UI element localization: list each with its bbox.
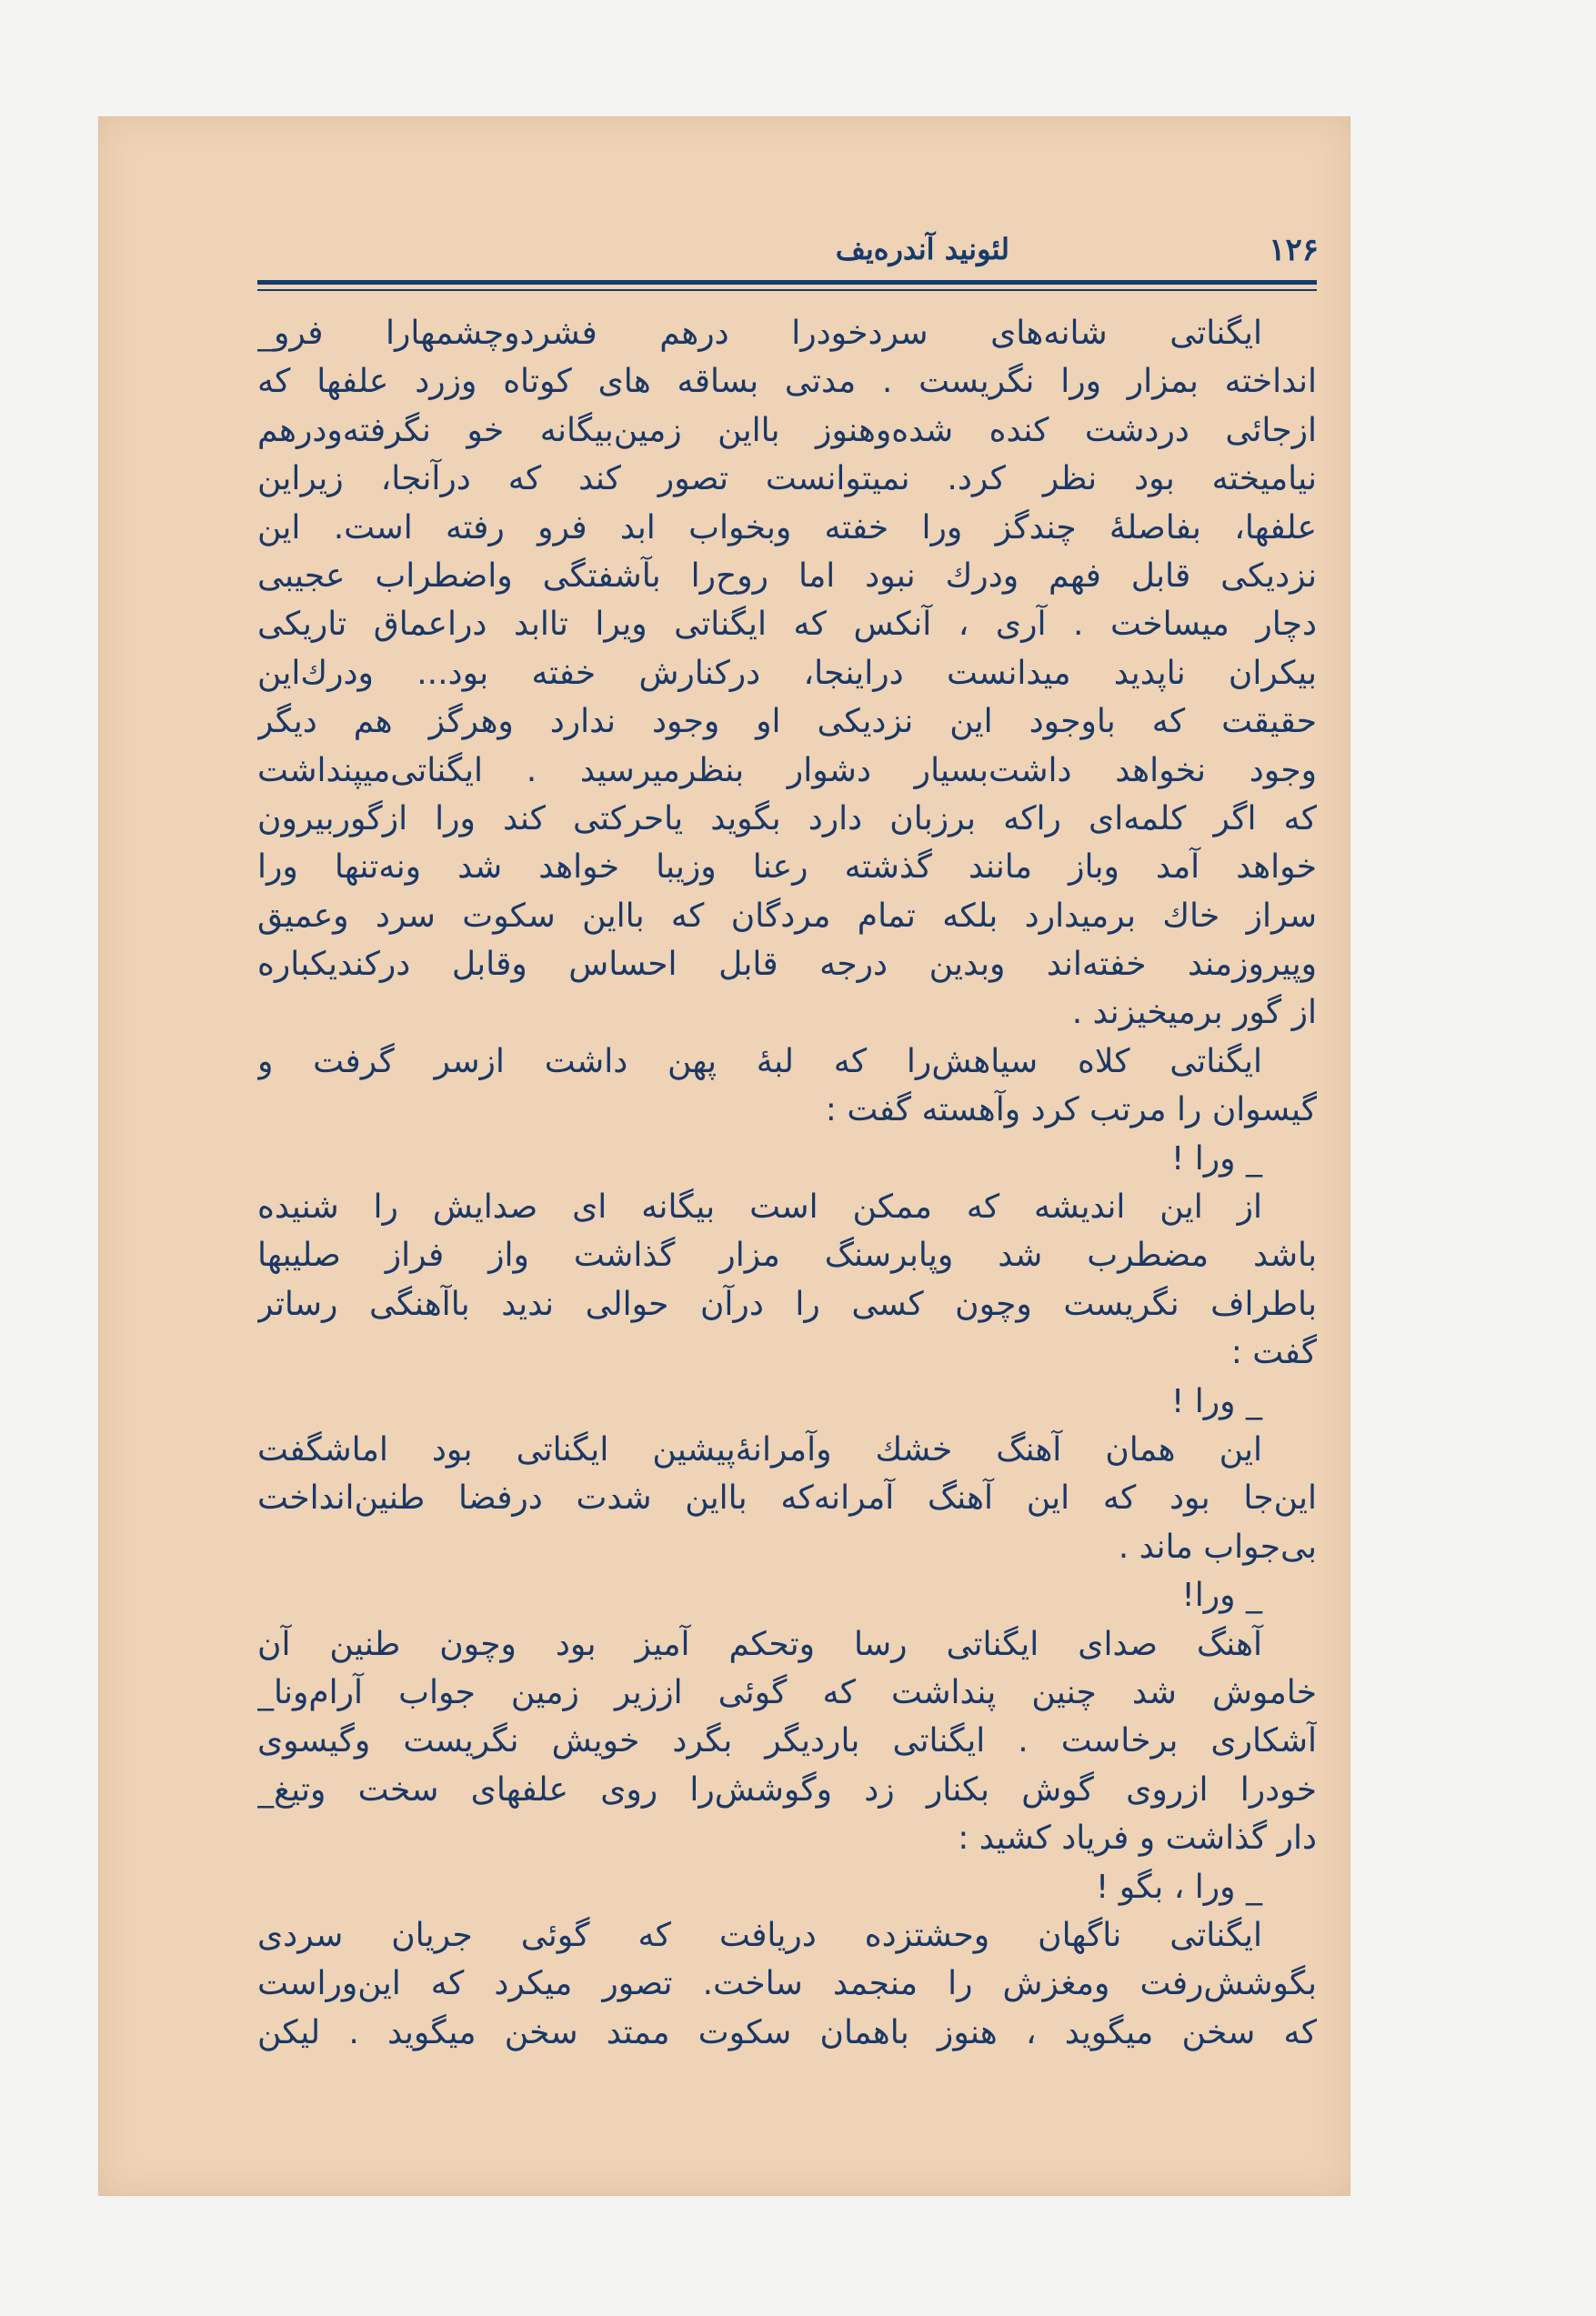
text-line: بگوشش‌رفت ومغزش را منجمد ساخت. تصور میکرد که این‌وراست bbox=[257, 1965, 1317, 2003]
header-rule-thin bbox=[257, 289, 1317, 291]
text-line: این همان آهنگ خشك وآمرانهٔ‌پیشین ایگناتی بود اماشگفت bbox=[257, 1430, 1262, 1469]
text-line: نیامیخته بود نظر کرد. نمیتوانست تصور کند که درآنجا، زیراین bbox=[257, 460, 1317, 498]
text-line: گفت : bbox=[1230, 1334, 1317, 1372]
text-line: خواهد آمد وباز مانند گذشته رعنا وزیبا خواهد شد ونه‌تنها ورا bbox=[257, 848, 1317, 887]
header-rule bbox=[257, 280, 1317, 285]
text-line: از این اندیشه که ممکن است بیگانه ای صدایش را شنیده bbox=[257, 1188, 1262, 1227]
body-text bbox=[257, 309, 1317, 2057]
text-line: ایگناتی شانه‌های سردخودرا درهم فشردوچشمهارا فرو_ bbox=[257, 315, 1262, 352]
text-line: علفها، بفاصلهٔ چندگز ورا خفته وبخواب ابد فرو رفته است. این bbox=[257, 508, 1317, 546]
text-line: بیکران ناپدید میدانست دراینجا، درکنارش خفته بود... ودرك‌این bbox=[257, 654, 1317, 692]
text-line: این‌جا بود که این آهنگ آمرانه‌که بااین شدت درفضا طنین‌انداخت bbox=[257, 1479, 1317, 1518]
text-line: دار گذاشت و فریاد کشید : bbox=[958, 1820, 1317, 1858]
running-title: لئونید آندره‌یف bbox=[835, 232, 1009, 266]
text-line: آهنگ صدای ایگناتی رسا وتحکم آمیز بود وچون طنین آن bbox=[257, 1625, 1262, 1663]
text-line: انداخته بمزار ورا نگریست . مدتی بساقه های کوتاه وزرد علفها که bbox=[257, 363, 1317, 401]
page-number: ۱۲۶ bbox=[1269, 232, 1319, 268]
text-line: _ ورا ! bbox=[1170, 1139, 1262, 1178]
text-line: وجود نخواهد داشت‌بسیار دشوار بنظرمیرسید . ایگناتی‌میپنداشت bbox=[257, 751, 1317, 789]
text-line: _ ورا ، بگو ! bbox=[1095, 1868, 1262, 1906]
text-line: حقیقت که باوجود این نزدیکی او وجود ندارد وهرگز هم دیگر bbox=[257, 703, 1317, 741]
text-line: بی‌جواب ماند . bbox=[1118, 1528, 1317, 1566]
text-line: نزدیکی قابل فهم ودرك نبود اما روح‌را بآشفتگی واضطراب عجیبی bbox=[257, 556, 1317, 595]
text-line: _ ورا! bbox=[1181, 1577, 1262, 1615]
text-line: ایگناتی کلاه سیاهش‌را که لبهٔ پهن داشت ازسر گرفت و bbox=[257, 1042, 1262, 1080]
text-line: خاموش شد چنین پنداشت که گوئی اززیر زمین جواب آرام‌ونا_ bbox=[257, 1673, 1317, 1711]
text-line: _ ورا ! bbox=[1170, 1382, 1262, 1420]
text-line: سراز خاك برمیدارد بلکه تمام مردگان که بااین سکوت سرد وعمیق bbox=[257, 897, 1317, 935]
text-line: ازجائی دردشت کنده شده‌وهنوز بااین زمین‌بیگانه خو نگرفته‌ودرهم bbox=[257, 411, 1317, 449]
text-line: باطراف نگریست وچون کسی را درآن حوالی ندید باآهنگی رساتر bbox=[257, 1285, 1317, 1323]
text-line: دچار میساخت . آری ، آنکس که ایگناتی ویرا تاابد دراعماق تاریکی bbox=[257, 606, 1317, 644]
text-line: خودرا ازروی گوش بکنار زد وگوشش‌را روی علفهای سخت وتیغ_ bbox=[257, 1770, 1317, 1809]
text-line: ایگناتی ناگهان وحشتزده دریافت که گوئی جریان سردی bbox=[257, 1916, 1262, 1954]
text-line: وپیروزمند خفته‌اند وبدین درجه قابل احساس وقابل درکندیکباره bbox=[257, 946, 1317, 984]
text-line: آشکاری برخاست . ایگناتی باردیگر بگرد خویش نگریست وگیسوی bbox=[257, 1722, 1317, 1760]
text-line: که سخن میگوید ، هنوز باهمان سکوت ممتد سخن میگوید . لیکن bbox=[257, 2013, 1317, 2051]
text-line: باشد مضطرب شد وپابرسنگ مزار گذاشت واز فراز صلیبها bbox=[257, 1237, 1317, 1275]
text-line: از گور برمیخیزند . bbox=[1071, 994, 1317, 1032]
text-line: گیسوان را مرتب کرد وآهسته گفت : bbox=[825, 1091, 1317, 1129]
page-header bbox=[264, 232, 1319, 268]
text-line: که اگر کلمه‌ای راکه برزبان دارد بگوید یاحرکتی کند ورا ازگوربیرون bbox=[257, 799, 1317, 837]
